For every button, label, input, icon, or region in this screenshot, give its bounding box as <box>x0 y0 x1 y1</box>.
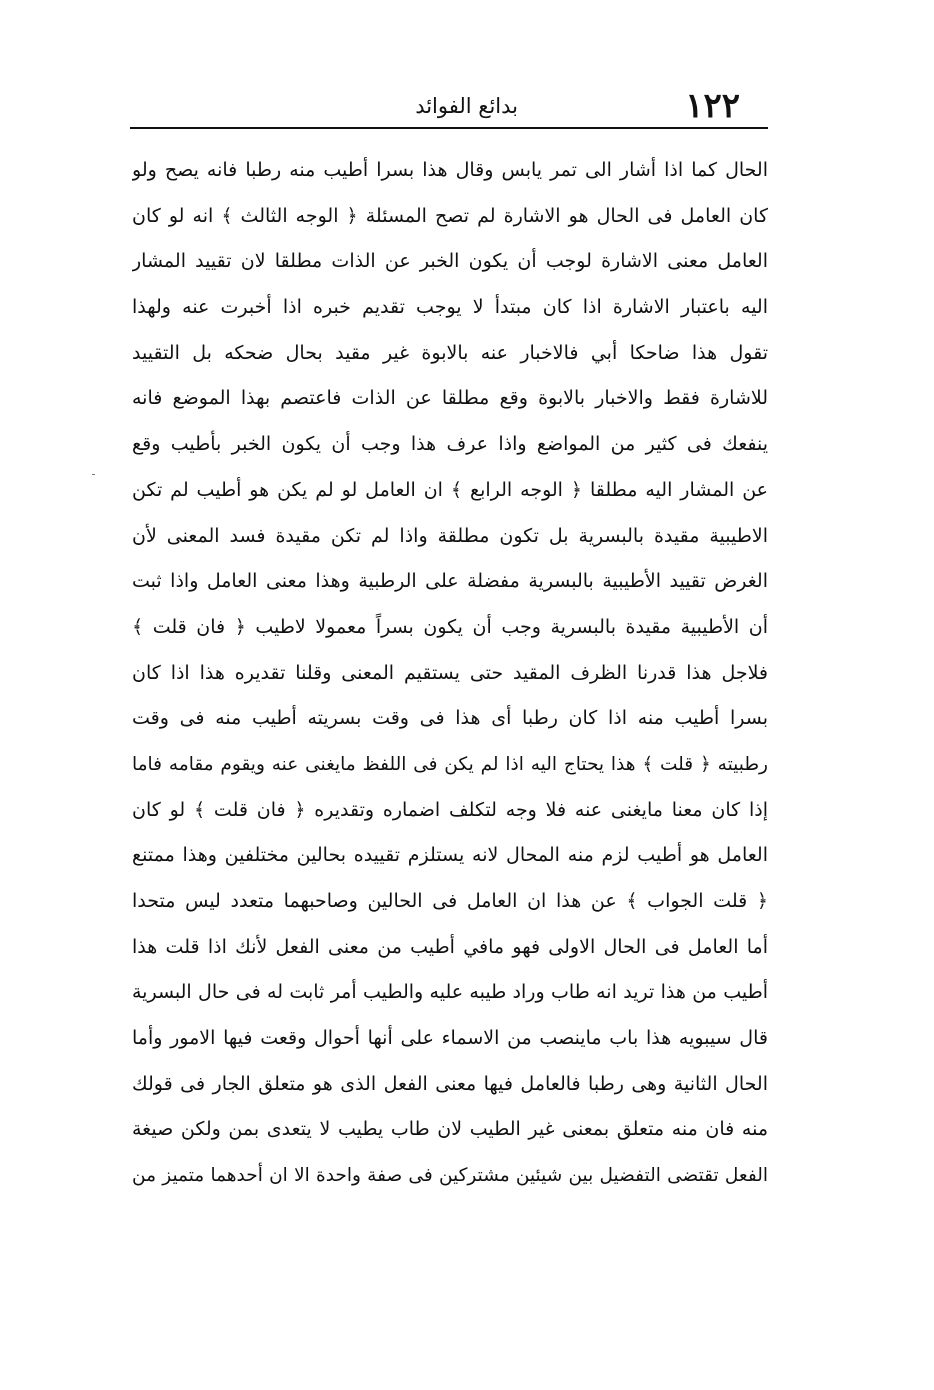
text-line: عن المشار اليه مطلقا ﴿ الوجه الرابع ﴾ ان العامل لو لم يكن هو أطيب لم تكن <box>132 478 768 501</box>
text-line: رطبيته ﴿ قلت ﴾ هذا يحتاج اليه اذا لم يكن فى اللفظ مايغنى عنه ويقوم مقامه فاما <box>132 753 768 775</box>
header-rule <box>130 127 768 129</box>
text-line: منه فان منه متعلق بمعنى غير الطيب لان طاب يطيب لا يتعدى بمن ولكن صيغة <box>132 1118 768 1141</box>
running-title: بدائع الفوائد <box>415 94 518 118</box>
text-line: ﴿ قلت الجواب ﴾ عن هذا ان العامل فى الحالين وصاحبهما متعدد ليس متحدا <box>132 890 768 912</box>
text-line: أطيب من هذا تريد انه طاب وراد طيبه عليه والطيب أمر ثابت له فى حال البسرية <box>132 981 768 1004</box>
margin-speck <box>92 474 95 475</box>
page-header <box>130 80 768 128</box>
text-line: فلاجل هذا قدرنا الظرف المقيد حتى يستقيم المعنى وقلنا تقديره هذا اذا كان <box>132 661 768 684</box>
text-line: بسرا أطيب منه اذا كان رطبا أى هذا فى وقت بسريته أطيب منه فى وقت <box>132 707 768 730</box>
text-line: قال سيبويه هذا باب ماينصب من الاسماء على أنها أحوال وقعت فيها الامور وأما <box>132 1027 768 1050</box>
text-line: ينفعك فى كثير من المواضع واذا عرف هذا وجب أن يكون الخبر بأطيب وقع <box>132 433 768 456</box>
text-line: أما العامل فى الحال الاولى فهو مافي أطيب من معنى الفعل لأنك اذا قلت هذا <box>132 935 768 958</box>
text-line: الحال كما اذا أشار الى تمر يابس وقال هذا بسرا أطيب منه رطبا فانه يصح ولو <box>132 159 768 181</box>
text-line: الاطيبية مقيدة بالبسرية بل تكون مطلقة واذا لم تكن مقيدة فسد المعنى لأن <box>132 524 768 547</box>
text-line: للاشارة فقط والاخبار بالابوة وقع مطلقا عن الذات فاعتصم بهذا الموضع فانه <box>132 387 768 410</box>
text-line: اليه باعتبار الاشارة اذا كان مبتدأ لا يوجب تقديم خبره اذا أخبرت عنه ولهذا <box>132 296 768 319</box>
text-line: الغرض تقييد الأطيبية بالبسرية مفضلة على الرطبية وهذا معنى العامل واذا ثبت <box>132 570 768 593</box>
text-line: الحال الثانية وهى رطبا فالعامل فيها معنى الفعل الذى هو متعلق الجار فى قولك <box>132 1072 768 1095</box>
text-line: الفعل تقتضى التفضيل بين شيئين مشتركين فى صفة واحدة الا ان أحدهما متميز من <box>132 1165 768 1187</box>
text-line: كان العامل فى الحال هو الاشارة لم تصح المسئلة ﴿ الوجه الثالث ﴾ انه لو كان <box>132 204 768 227</box>
text-line: العامل هو أطيب لزم منه المحال لانه يستلزم تقييده بحالين مختلفين وهذا ممتنع <box>132 844 768 867</box>
page-number: ١٢٢ <box>685 86 740 126</box>
text-line: أن الأطيبية مقيدة بالبسرية وجب أن يكون بسراً معمولا لاطيب ﴿ فان قلت ﴾ <box>132 615 768 638</box>
text-line: العامل معنى الاشارة لوجب أن يكون الخبر عن الذات مطلقا لان تقييد المشار <box>132 250 768 273</box>
text-line: تقول هذا ضاحكا أبي فالاخبار عنه بالابوة غير مقيد بحال ضحكه بل التقييد <box>132 341 768 364</box>
text-line: إذا كان معنا مايغنى عنه فلا وجه لتكلف اضماره وتقديره ﴿ فان قلت ﴾ لو كان <box>132 798 768 821</box>
body-text <box>132 148 768 1199</box>
